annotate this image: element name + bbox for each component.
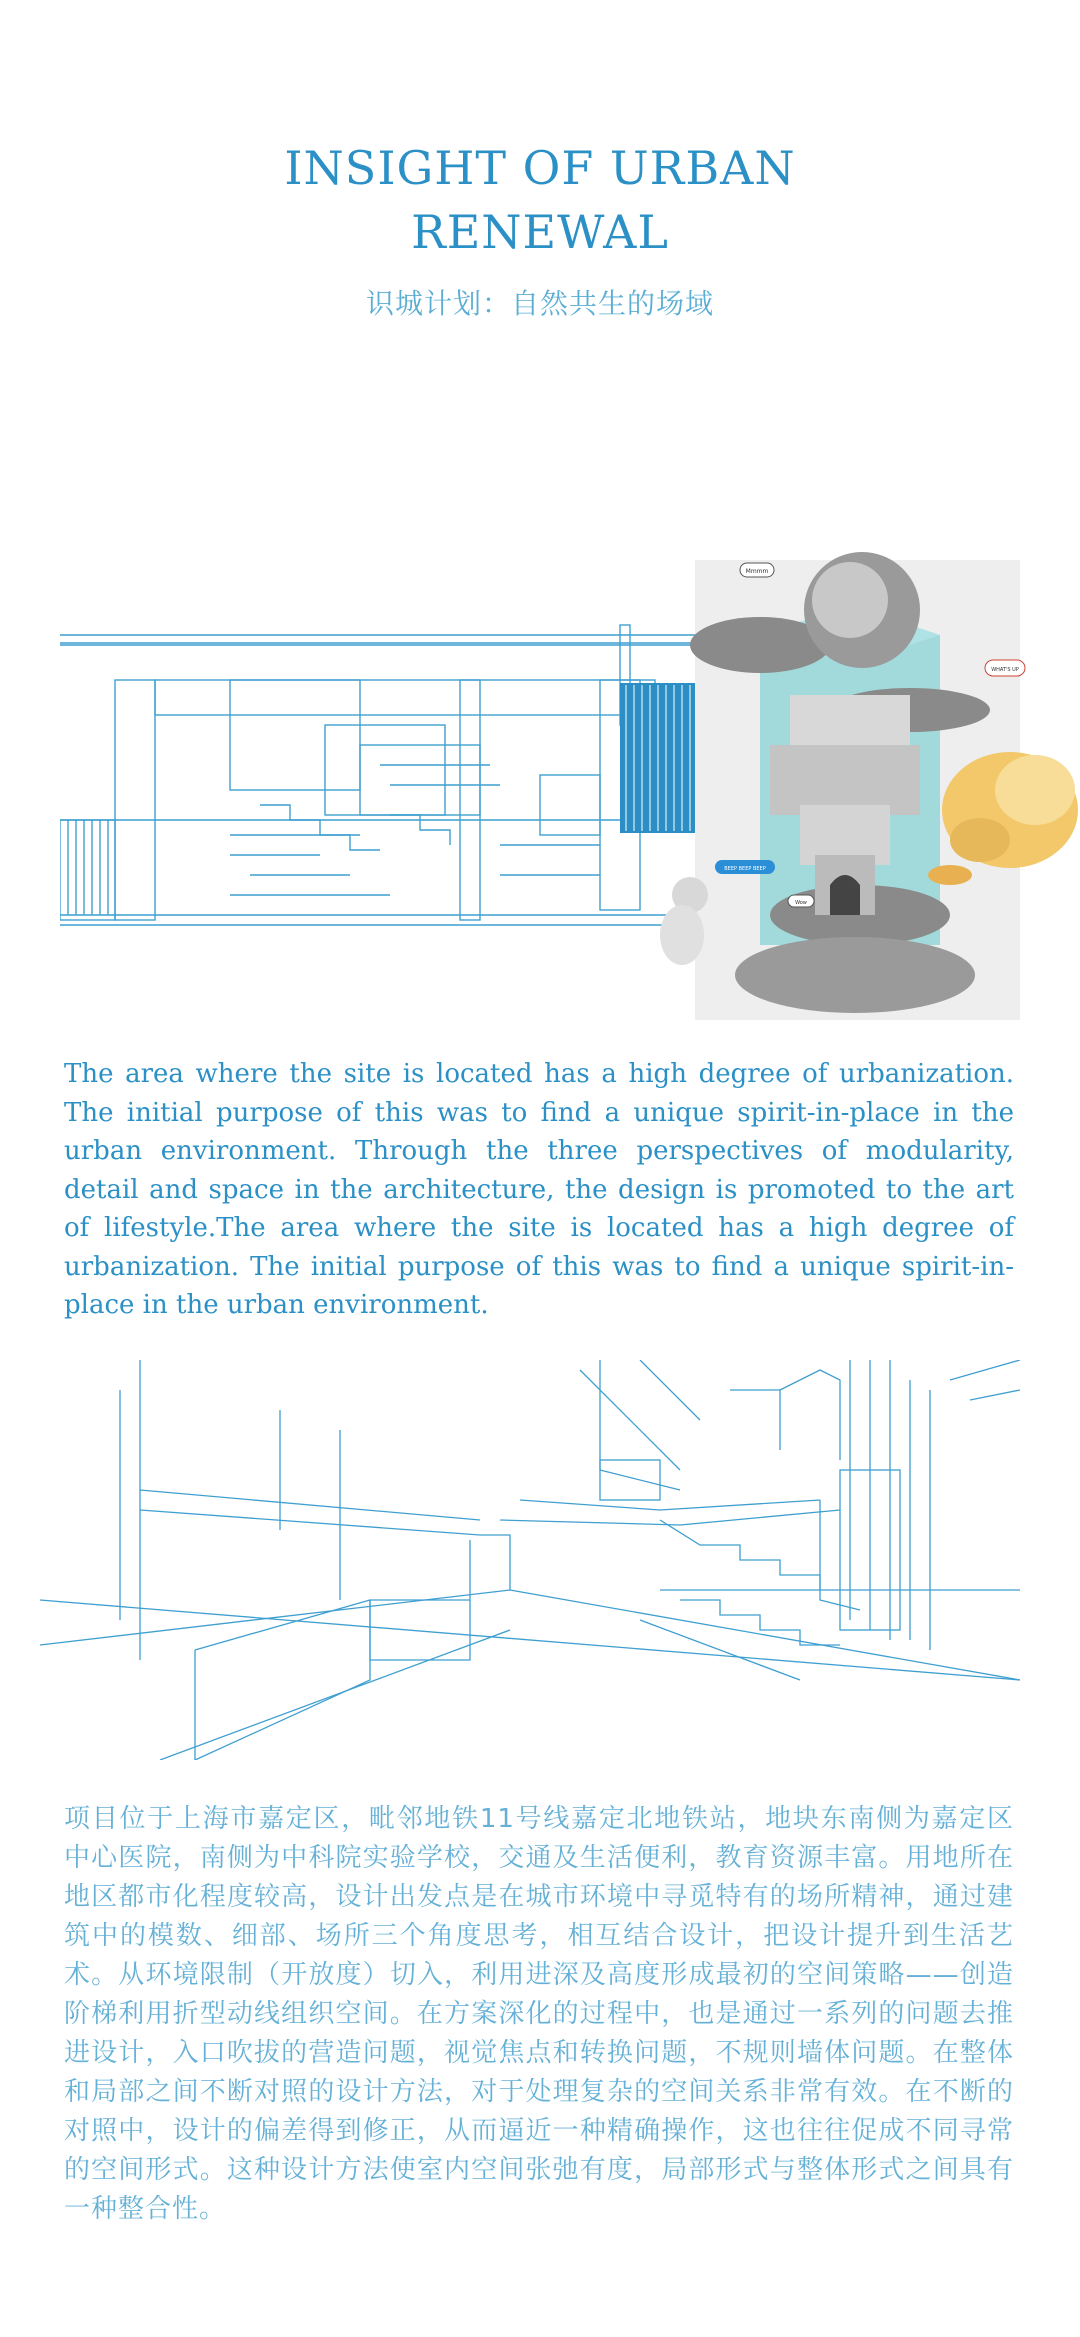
page-title (0, 136, 1080, 264)
page-subtitle: 识城计划：自然共生的场域 (365, 287, 714, 320)
title-line-1: INSIGHT OF URBAN (284, 141, 796, 195)
speech-bubble-top: Mmmm (745, 568, 769, 575)
paragraph-english: The area where the site is located has a high degree of urbanization. The initial purpose of this was to find a unique spirit-in-place in the urban environment. Through the three perspectives of modularity, detail and space in the architecture, the design is promoted to the art of lifestyle.The area where the site is located has a high degree of urbanization. The initial purpose of this was to find a unique spirit-in-place in the urban environment. (64, 1059, 1014, 1320)
speech-bubble-astronaut: BEEP BEEP BEEP (724, 866, 766, 872)
section-sketch-illustration (60, 615, 700, 935)
paragraph-chinese: 项目位于上海市嘉定区，毗邻地铁11号线嘉定北地铁站，地块东南侧为嘉定区中心医院，南侧为中科院实验学校，交通及生活便利，教育资源丰富。用地所在地区都市化程度较高，设计出发点是在城市环境中寻觅特有的场所精神，通过建筑中的模数、细部、场所三个角度思考，相互结合设计，把设计提升到生活艺术。从环境限制（开放度）切入，利用进深及高度形成最初的空间策略——创造阶梯利用折型动线组织空间。在方案深化的过程中，也是通过一系列的问题去推进设计，入口吹拔的营造问题，视觉焦点和转换问题，不规则墙体问题。在整体和局部之间不断对照的设计方法，对于处理复杂的空间关系非常有效。在不断的对照中，设计的偏差得到修正，从而逼近一种精确操作，这也往往促成不同寻常的空间形式。这种设计方法使室内空间张弛有度，局部形式与整体形式之间具有一种整合性。 (64, 1804, 1014, 2224)
collage-illustration (640, 545, 1080, 1025)
speech-bubble-right: WHAT'S UP (991, 667, 1019, 673)
title-line-2: RENEWAL (411, 205, 669, 259)
speech-bubble-bottom: Wow (795, 900, 807, 906)
perspective-sketch-illustration (40, 1360, 1020, 1760)
